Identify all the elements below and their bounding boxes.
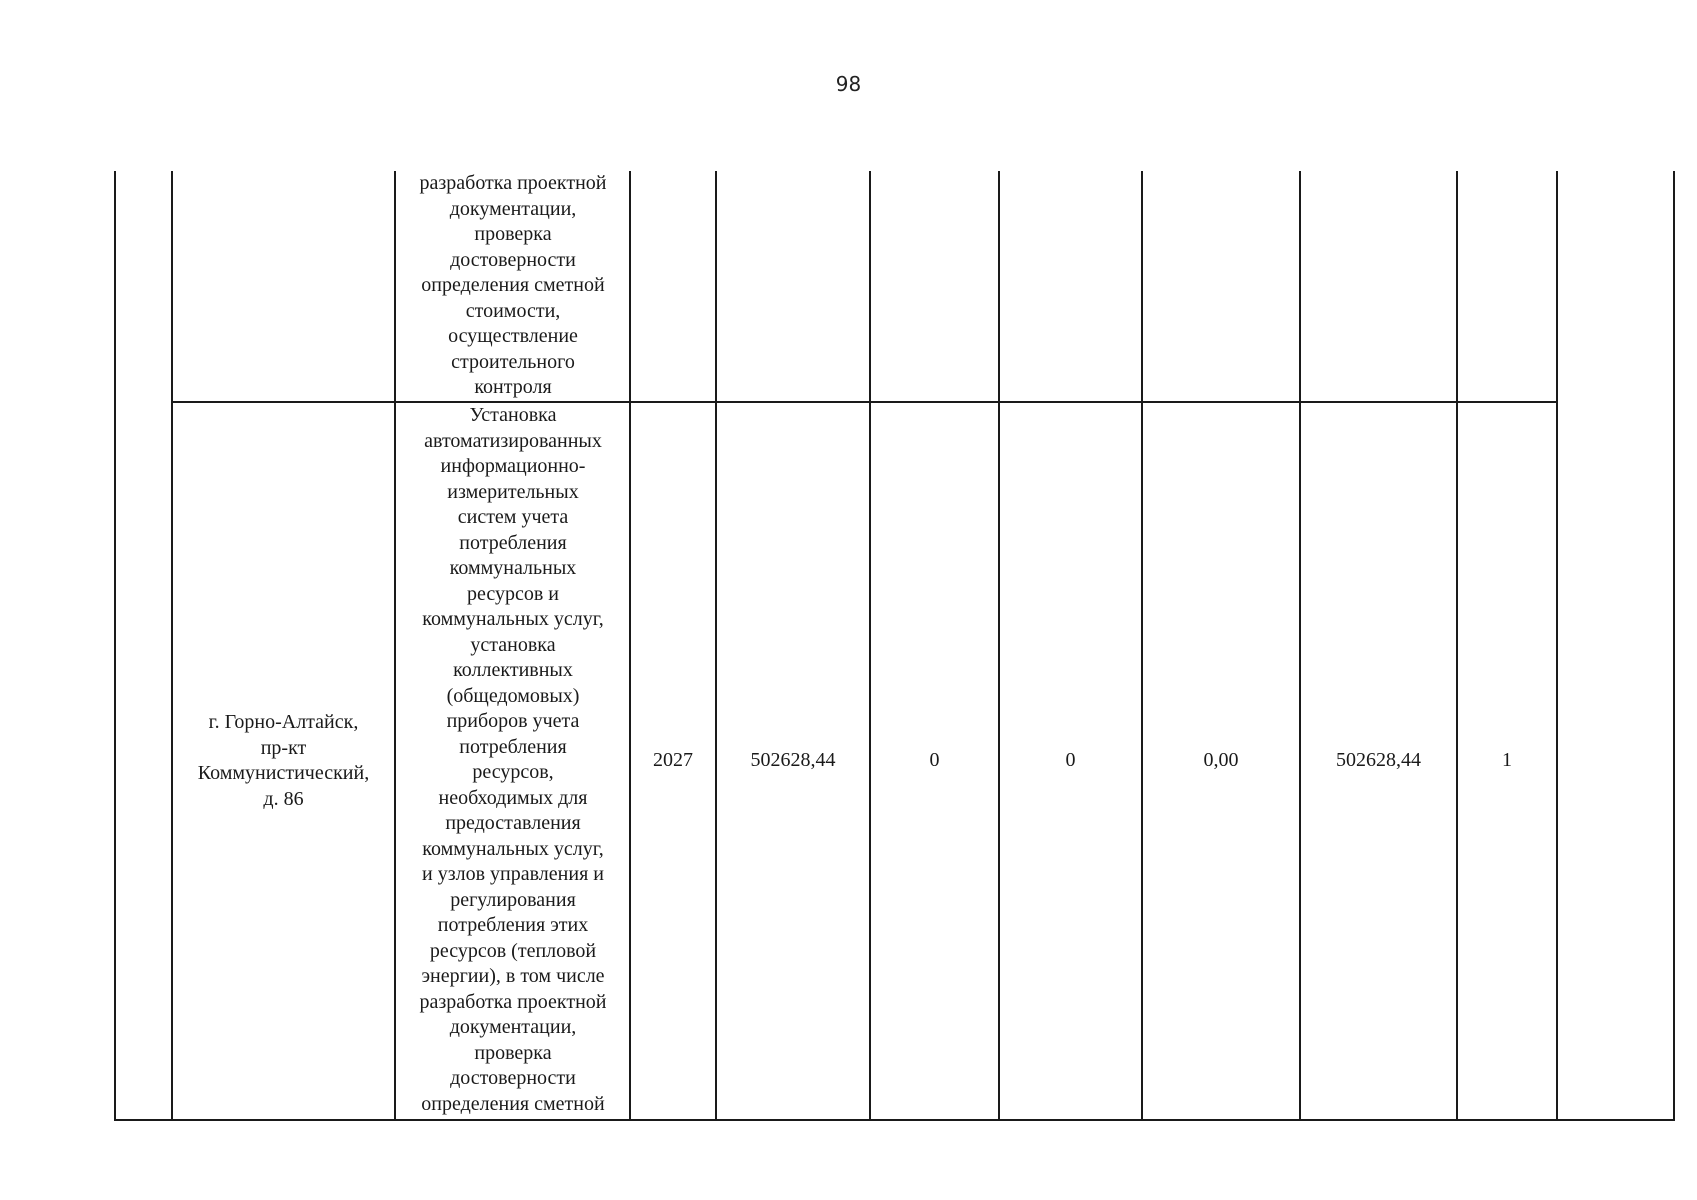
address-cell: г. Горно-Алтайск, пр-кт Коммунистический, д. 86 (197, 711, 370, 810)
amount-cell: 502628,44 (1336, 749, 1421, 772)
amount-cell: 0 (929, 749, 940, 772)
work-type-cell-continued: разработка проектной документации, проверка достоверности определения сметной стоимости, осуществление строительного контроля (419, 172, 607, 398)
amount-cell: 0,00 (1203, 749, 1239, 772)
work-type-cell: Установка автоматизированных информационно- измерительных систем учета потребления коммунальных ресурсов и коммунальных услуг, установка коллективных (общедомовых) приборов учета потребления ресурсов, необходимых для предоставления коммунальных услуг, и узлов управления и регулирования потребления этих ресурсов (тепловой энергии), в том числе разработка проектной документации, проверка достоверности определения сметной (419, 404, 607, 1115)
column-divider (1556, 171, 1558, 1121)
table-border-bottom (114, 1119, 1675, 1121)
page-number: 98 (835, 72, 862, 96)
table-border-right (1673, 171, 1675, 1121)
total-cost-cell: 502628,44 (750, 749, 836, 772)
count-cell: 1 (1502, 749, 1512, 772)
year-cell: 2027 (653, 749, 693, 772)
table-border-left (114, 171, 116, 1121)
amount-cell: 0 (1065, 749, 1076, 772)
